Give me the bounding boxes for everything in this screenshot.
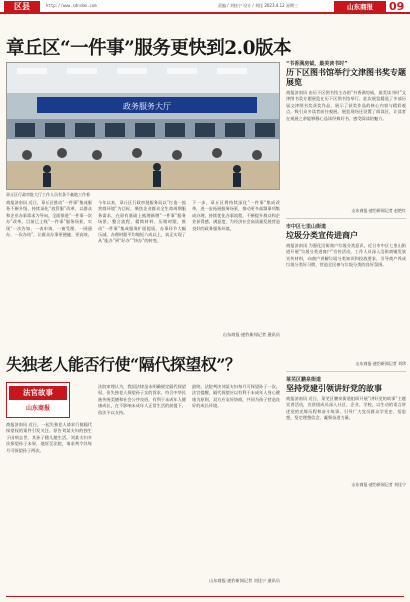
lead-body-3: 下一步，章丘区将持续深化“一件事”集成改革，进一步拓展服务场景，推动更多高频事项集成办理，持续优化办事流程，不断提升群众和企业获得感、满意度，为经济社会高质量发展营造良好的政务服务环境。 xyxy=(192,200,280,231)
story2-body: 商报济南讯 为强化沿街商户垃圾分类意识，近日市中区七里山街道开展“垃圾分类进商户”宣传活动，工作人员深入沿街商铺发放宣传材料，向商户讲解垃圾分类知识和投放要求，引导商户养成垃圾分类好习惯，营造全民参与垃圾分类的良好氛围。 xyxy=(286,243,406,268)
page-number: 09 xyxy=(389,0,405,13)
story1-kicker: “书香满房钺，最美读书时” xyxy=(286,61,348,67)
page-meta: 责编 / 刘桂宁 设计 / 刘佳 2023.4.12 星期三 xyxy=(218,3,298,8)
story3-byline: 山东商报·速豹新闻记者 刘佳宁 xyxy=(351,482,406,487)
story1-headline: 历下区图书馆举行文津图书奖专题展览 xyxy=(286,67,406,87)
story1-body: 商报济南讯 由历下区图书馆主办的“书香满房钺，最美读书时”文津图书奖专题展览在历下区图书馆举行。此次展览精选了多部历届文津图书奖获奖作品，展示了获奖作品的核心内容与精彩观点，吸引众多读者前往观展。展览现场还设置了阅读区，让读者在观展之余能够静心品读经典好书，感受阅读的魅力。 xyxy=(286,90,406,121)
second-headline: 失独老人能否行使“隔代探望权”？ xyxy=(6,355,241,374)
story3-kicker: 莱芜区鹏泉街道 xyxy=(286,377,322,383)
photo-banner: 政务服务大厅 xyxy=(123,102,171,111)
logo-sub: 山东商报 xyxy=(25,405,50,412)
story3-headline: 坚持党建引领讲好党的故事 xyxy=(286,383,382,393)
story2-headline: 垃圾分类宣传进商户 xyxy=(286,230,358,240)
second-byline: 山东商报·速豹新闻记者 刘佳宁 通讯员 xyxy=(209,578,280,583)
lead-col-1 xyxy=(6,200,92,346)
second-col-1 xyxy=(6,422,92,590)
bottom-rule xyxy=(6,596,404,597)
second-body-1: 商报济南讯 近日，一起失独老人请求行使隔代探望权的案件引发关注。原告刘某夫妇的独生子因病去世，其孙子随儿媳生活。刘某夫妇多次探望孙子未果，遂诉至法院，请求判令其每月可探望孙子两次。 xyxy=(6,422,92,453)
lead-body-2: 今年以来，章丘区行政审批服务局以“打造一流营商环境”为目标，聚焦企业群众全生命周期服务需求，在原有基础上梳理新增“一件事”服务场景，整合流程、精简材料、压缩时限，推动“一件事”集成服务扩面提质，办事环节大幅压减，办理时限平均缩短六成以上，真正实现了从“能办”到“好办”“快办”的转变。 xyxy=(98,200,186,244)
lead-photo-caption: 章丘区行政审批大厅工作人员有条不紊地工作着 xyxy=(6,192,90,197)
masthead: 山东商报 xyxy=(334,1,386,13)
lead-col-2 xyxy=(98,200,186,346)
right-column xyxy=(286,60,406,488)
lead-col-3 xyxy=(192,200,280,332)
story2-kicker: 市中区七里山街道 xyxy=(286,224,327,230)
second-body-2: 法院审理认为，我国法律虽未明确规定隔代探望权，但失独老人探望孙子女的诉求，符合中华民族传统美德和社会公序良俗，有利于未成年人健康成长，在不影响未成年人正常生活的前提下，依法予以支持。 xyxy=(98,384,186,415)
story2-byline: 山东商报·速豹新闻记者 刘珍 xyxy=(355,361,406,366)
lead-photo xyxy=(6,62,280,190)
lead-body-1: 商报济南讯 近日，章丘区推动“一件事”集成服务不断升级，持续深化“放管服”改革，以群众和企业办事需求为导向，全面推进“一件事一次办”改革，目前已上线“一件事”服务场景，实现“一次告知、一表申请、一窗受理、一网通办、一次办结”，让群众办事更便捷、更高效。 xyxy=(6,200,92,238)
story3-body: 商报济南讯 近日，莱芜区鹏泉街道组织开展“讲好党的故事”主题宣讲活动，宣讲团成员深入社区、企业、学校，以生动的语言讲述党的光辉历程和奋斗故事，引导广大党员群众学党史、悟思想，坚定理想信念，凝聚奋进力量。 xyxy=(286,396,406,421)
column-logo xyxy=(6,382,70,418)
story1-byline: 山东商报·速豹新闻记者 赵艳红 xyxy=(351,208,406,213)
divider xyxy=(286,218,406,219)
second-col-3 xyxy=(192,384,280,574)
divider xyxy=(286,371,406,372)
lead-headline: 章丘区“一件事”服务更快到2.0版本 xyxy=(6,38,291,59)
section-tag: 区县 xyxy=(4,1,40,13)
second-col-2 xyxy=(98,384,186,590)
site-url[interactable]: http://www.sdnsbm.com xyxy=(46,3,97,8)
page-header xyxy=(0,0,410,14)
logo-title: 法官故事 xyxy=(9,386,67,400)
second-body-3: 最终，法院判决刘某夫妇每月可探望孙子一次。法官提醒，隔代探望应以有利于未成年人身心健康为原则，双方应友好协商，共同为孩子营造良好的成长环境。 xyxy=(192,384,280,409)
lead-byline: 山东商报·速豹新闻记者 通讯员 xyxy=(222,332,280,337)
